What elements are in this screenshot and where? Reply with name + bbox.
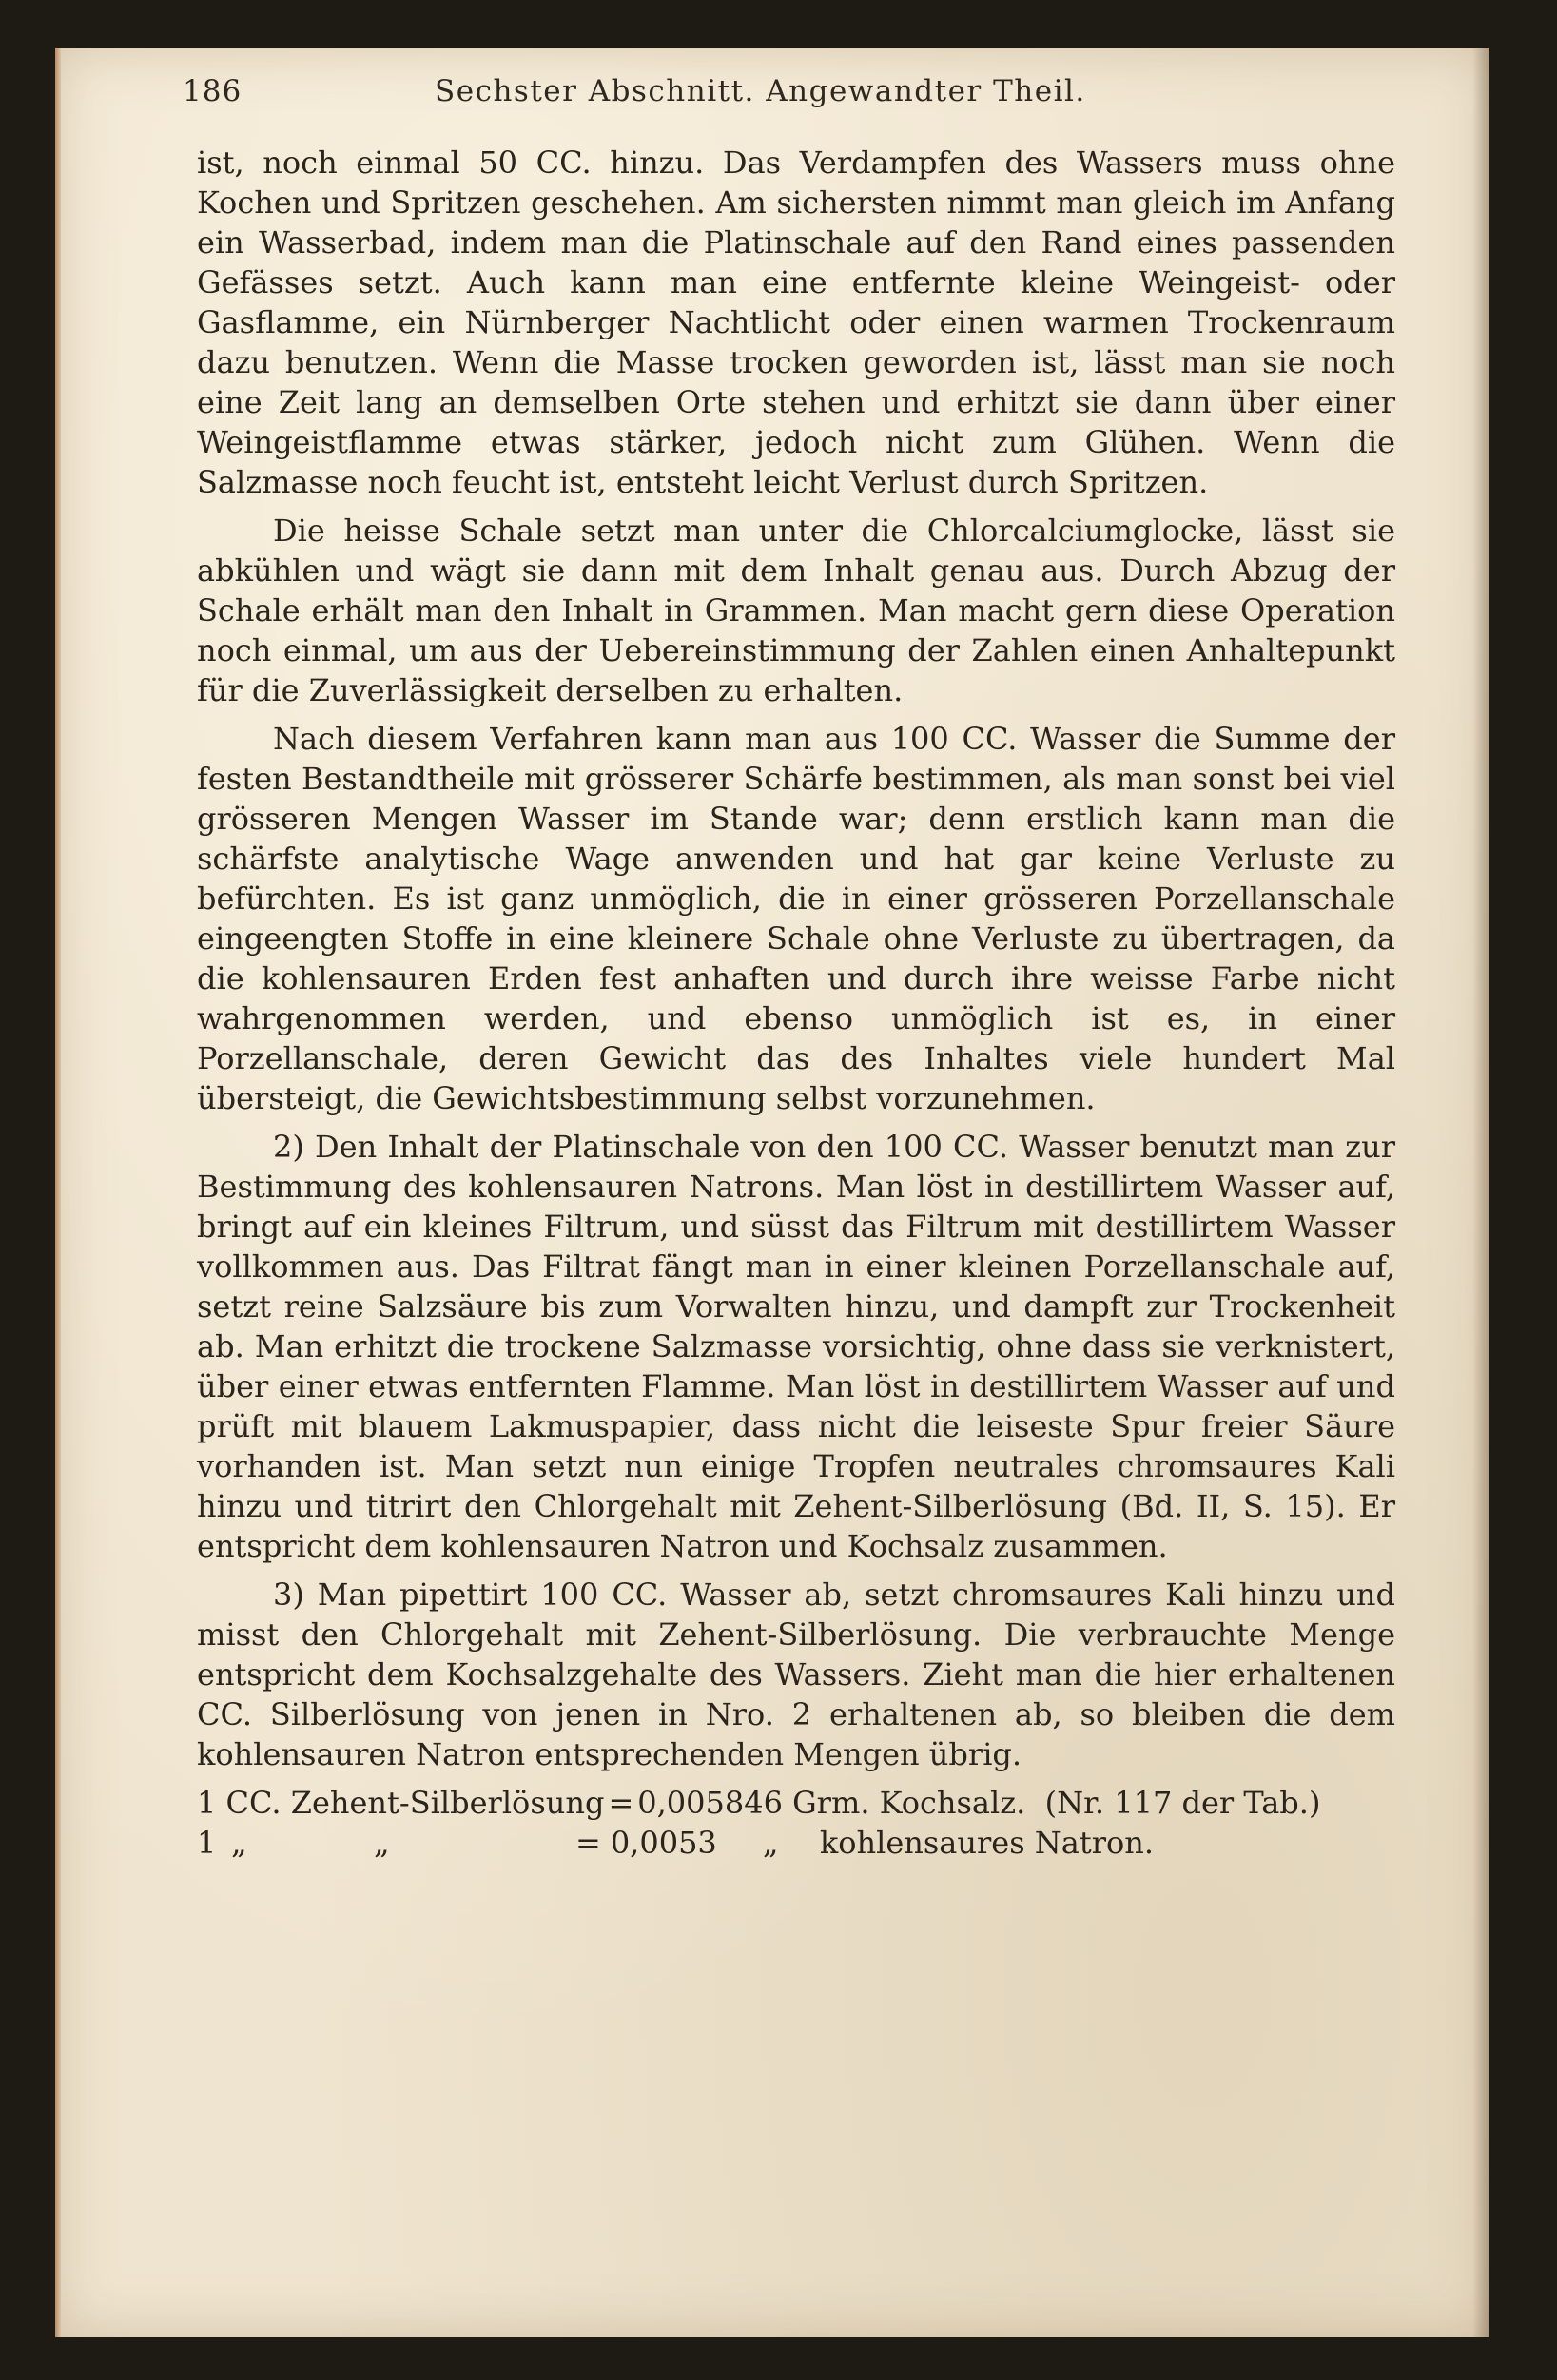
page-header	[183, 74, 1310, 131]
formula-value: 0,005846	[637, 1785, 783, 1821]
paragraph-step-2: 2) Den Inhalt der Platinschale von den 100 CC. Wasser benutzt man zur Bestimmung des kohlensauren Natrons. Man löst in destillirtem Wasser auf, bringt auf ein kleines Filtrum, und süsst das Filtrum mit destillirtem Wasser vollkommen aus. Das Filtrat fängt man in einer kleinen Porzellanschale auf, setzt reine Salzsäure bis zum Vorwalten hinzu, und dampft zur Trockenheit ab. Man erhitzt die trockene Salzmasse vorsichtig, ohne dass sie verknistert, über einer etwas entfernten Flamme. Man löst in destillirtem Wasser auf und prüft mit blauem Lakmuspapier, dass nicht die leiseste Spur freier Säure vorhanden ist. Man setzt nun einige Tropfen neutrales chromsaures Kali hinzu und titrirt den Chlorgehalt mit Zehent-Silberlösung (Bd. II, S. 15). Er entspricht dem kohlensauren Natron und Kochsalz zusammen.	[197, 1129, 1395, 1564]
formula-amount: 1 CC. Zehent-Silberlösung	[197, 1785, 605, 1821]
formula-unit: Grm.	[792, 1785, 870, 1821]
paragraph-step-3: 3) Man pipettirt 100 CC. Wasser ab, setzt chromsaures Kali hinzu und misst den Chlorgehalt mit Zehent-Silberlösung. Die verbrauchte Menge entspricht dem Kochsalzgehalte des Wassers. Zieht man die hier erhaltenen CC. Silberlösung von jenen in Nro. 2 erhaltenen ab, so bleiben die dem kohlensauren Natron entsprechenden Mengen übrig.	[197, 1577, 1395, 1772]
running-title: Sechster Abschnitt. Angewandter Theil.	[435, 74, 1086, 108]
paragraph-cooling: Die heisse Schale setzt man unter die Chlorcalciumglocke, lässt sie abkühlen und wägt sie dann mit dem Inhalt genau aus. Durch Abzug der Schale erhält man den Inhalt in Grammen. Man macht gern diese Operation noch einmal, um aus der Uebereinstimmung der Zahlen einen Anhaltepunkt für die Zuverlässigkeit derselben zu erhalten.	[197, 513, 1395, 708]
formula-value: 0,0053	[610, 1825, 717, 1861]
body-text	[197, 143, 1395, 1863]
formula-ditto: „	[231, 1825, 247, 1861]
formula-line-natron	[197, 1823, 1395, 1863]
page-edge	[55, 48, 61, 2337]
formula-ditto: „	[374, 1825, 390, 1861]
formula-amount: 1	[197, 1825, 217, 1861]
formula-substance: kohlensaures Natron.	[819, 1825, 1155, 1861]
formula-substance: Kochsalz.	[879, 1785, 1026, 1821]
formula-line-kochsalz	[197, 1783, 1395, 1823]
formula-note: (Nr. 117 der Tab.)	[1044, 1785, 1321, 1821]
formula-equals: =	[608, 1785, 634, 1821]
paragraph-method: Nach diesem Verfahren kann man aus 100 CC. Wasser die Summe der festen Bestandtheile mit grösserer Schärfe bestimmen, als man sonst bei viel grösseren Mengen Wasser im Stande war; denn erstlich kann man die schärfste analytische Wage anwenden und hat gar keine Verluste zu befürchten. Es ist ganz unmöglich, die in einer grösseren Porzellanschale eingeengten Stoffe in eine kleinere Schale ohne Verluste zu übertragen, da die kohlensauren Erden fest anhaften und durch ihre weisse Farbe nicht wahrgenommen werden, und ebenso unmöglich ist es, in einer Porzellanschale, deren Gewicht das des Inhaltes viele hundert Mal übersteigt, die Gewichtsbestimmung selbst vorzunehmen.	[197, 721, 1395, 1116]
page-fold-shadow	[1472, 48, 1489, 2337]
formula-unit: „	[762, 1825, 779, 1861]
page-number: 186	[183, 74, 243, 108]
formula-equals: =	[575, 1825, 601, 1861]
paragraph-continuation: ist, noch einmal 50 CC. hinzu. Das Verdampfen des Wassers muss ohne Kochen und Spritzen geschehen. Am sichersten nimmt man gleich im Anfang ein Wasserbad, indem man die Platinschale auf den Rand eines passenden Gefässes setzt. Auch kann man eine entfernte kleine Weingeist- oder Gasflamme, ein Nürnberger Nachtlicht oder einen warmen Trockenraum dazu benutzen. Wenn die Masse trocken geworden ist, lässt man sie noch eine Zeit lang an demselben Orte stehen und erhitzt sie dann über einer Weingeistflamme etwas stärker, jedoch nicht zum Glühen. Wenn die Salzmasse noch feucht ist, entsteht leicht Verlust durch Spritzen.	[197, 145, 1395, 500]
